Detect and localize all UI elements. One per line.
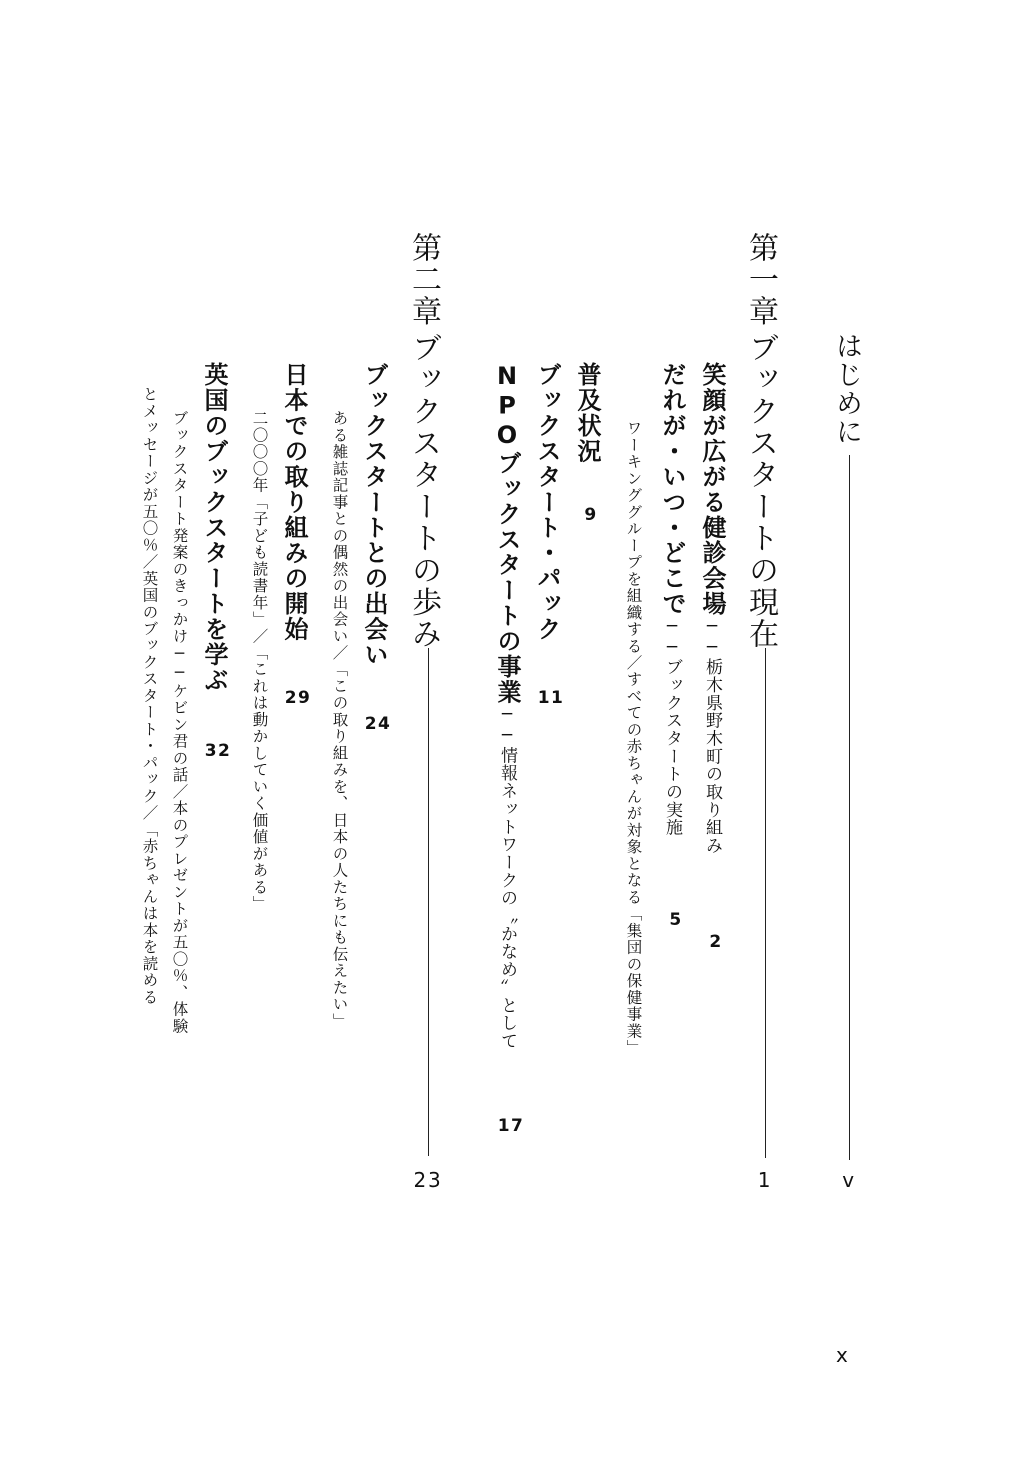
- subitem-text: とメッセージが五〇％／英国のブックスタート・パック／「赤ちゃんは本を読める: [140, 386, 159, 1006]
- toc-subitems: [251, 0, 273, 1481]
- chapter-label: 第二章: [406, 232, 441, 328]
- page-folio: x: [836, 1343, 848, 1367]
- section-subtitle: ──栃木県野木町の取り組み: [702, 616, 722, 855]
- toc-section[interactable]: [660, 0, 692, 1481]
- toc-subitems: [171, 0, 193, 1481]
- toc-section[interactable]: [495, 0, 527, 1481]
- section-title: 普及状況: [573, 362, 601, 464]
- section-subtitle: ──ブックスタートの実施: [662, 616, 682, 837]
- page-number: 23: [413, 1168, 443, 1192]
- toc-entry-chapter2[interactable]: [408, 0, 448, 1481]
- section-title: NPOブックスタートの事業: [493, 362, 521, 705]
- subitem-text: ワーキンググループを組織する／すべての赤ちゃんが対象となる「集団の保健事業」: [624, 420, 643, 1057]
- toc-subitems: [625, 0, 647, 1481]
- page-number: 29: [284, 688, 312, 708]
- page-number: 2: [709, 932, 723, 952]
- section-title: 笑顔が広がる健診会場: [698, 362, 726, 617]
- page-number: v: [842, 1168, 856, 1192]
- entry-title: はじめに: [831, 332, 862, 447]
- section-title: 日本での取り組みの開始: [280, 362, 308, 642]
- toc-section[interactable]: [362, 0, 394, 1481]
- leader-rule: [428, 648, 429, 1156]
- section-subtitle: ──情報ネットワークの〝かなめ〟として: [497, 704, 517, 1050]
- subitem-text: ブックスタート発案のきっかけ──ケビン君の話／本のプレゼントが五〇％、体験: [170, 410, 189, 1035]
- leader-rule: [765, 648, 766, 1158]
- toc-section[interactable]: [282, 0, 314, 1481]
- chapter-title: ブックスタートの現在: [743, 332, 778, 650]
- subitem-text: ある雑誌記事との偶然の出会い／「この取り組みを、日本の人たちにも伝えたい」: [330, 410, 349, 1030]
- page-number: 17: [497, 1116, 525, 1136]
- toc-section[interactable]: [535, 0, 567, 1481]
- toc-section[interactable]: [202, 0, 234, 1481]
- section-title: 英国のブックスタートを学ぶ: [200, 362, 228, 693]
- subitem-text: 二〇〇〇年「子ども読書年」／「これは動かしていく価値がある」: [250, 410, 269, 913]
- toc-entry-intro[interactable]: [833, 0, 865, 1481]
- chapter-label: 第一章: [743, 232, 778, 328]
- toc-section[interactable]: [575, 0, 607, 1481]
- page-number: 32: [204, 741, 232, 761]
- toc-section[interactable]: [700, 0, 732, 1481]
- chapter-title: ブックスタートの歩み: [406, 332, 441, 650]
- section-title: ブックスタート・パック: [533, 362, 561, 642]
- leader-rule: [849, 455, 850, 1160]
- toc-entry-chapter1[interactable]: [745, 0, 785, 1481]
- toc-subitems: [331, 0, 353, 1481]
- page-number: 9: [584, 505, 598, 525]
- page-number: 1: [757, 1168, 773, 1192]
- section-title: だれが・いつ・どこで: [658, 362, 686, 617]
- section-title: ブックスタートとの出会い: [360, 362, 388, 668]
- page-number: 11: [537, 688, 565, 708]
- page-number: 24: [364, 714, 392, 734]
- toc-subitems: [141, 0, 163, 1481]
- page-number: 5: [669, 910, 683, 930]
